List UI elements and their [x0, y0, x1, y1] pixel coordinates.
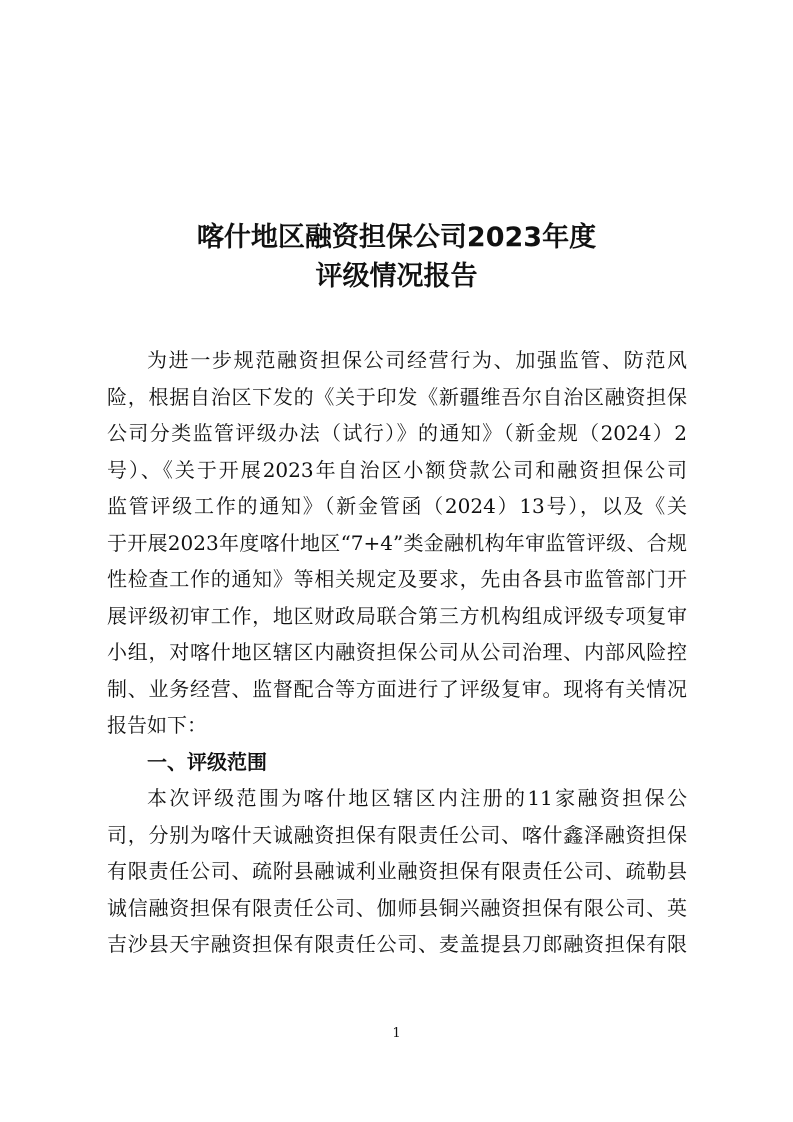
paragraph2-line: 司，分别为喀什天诚融资担保有限责任公司、喀什鑫泽融资担保: [107, 822, 687, 847]
section-heading-rating-scope: 一、评级范围: [147, 749, 267, 774]
paragraph1-line: 于开展2023年度喀什地区“7+4”类金融机构年审监管评级、合规: [107, 530, 687, 555]
paragraph1-line: 报告如下：: [107, 713, 207, 737]
paragraph1-line: 小组，对喀什地区辖区内融资担保公司从公司治理、内部风险控: [107, 640, 687, 664]
paragraph2-line: 有限责任公司、疏附县融诚利业融资担保有限责任公司、疏勒县: [107, 859, 687, 883]
report-title-line1: 喀什地区融资担保公司2023年度: [196, 222, 597, 253]
paragraph1-line: 公司分类监管评级办法（试行）》的通知》（新金规（2024）2: [107, 421, 687, 445]
page-number: 1: [392, 1026, 401, 1041]
paragraph1-line: 监管评级工作的通知》（新金管函（2024）13号），以及《关: [107, 494, 687, 518]
paragraph1-line: 性检查工作的通知》等相关规定及要求，先由各县市监管部门开: [107, 567, 687, 591]
paragraph2-line: 诚信融资担保有限责任公司、伽师县铜兴融资担保有限公司、英: [107, 895, 687, 920]
paragraph1-line: 为进一步规范融资担保公司经营行为、加强监管、防范风: [147, 348, 687, 372]
report-body: [107, 342, 687, 963]
paragraph1-line: 险，根据自治区下发的《关于印发《新疆维吾尔自治区融资担保: [107, 384, 687, 409]
report-title-line2: 评级情况报告: [315, 261, 478, 292]
paragraph2-line: 本次评级范围为喀什地区辖区内注册的11家融资担保公: [147, 786, 687, 810]
paragraph2-line: 吉沙县天宇融资担保有限责任公司、麦盖提县刀郎融资担保有限: [107, 932, 687, 956]
paragraph1-line: 号）、《关于开展2023年自治区小额贷款公司和融资担保公司: [107, 457, 687, 482]
paragraph1-line: 展评级初审工作，地区财政局联合第三方机构组成评级专项复审: [107, 603, 687, 628]
paragraph1-line: 制、业务经营、监督配合等方面进行了评级复审。现将有关情况: [107, 676, 687, 701]
